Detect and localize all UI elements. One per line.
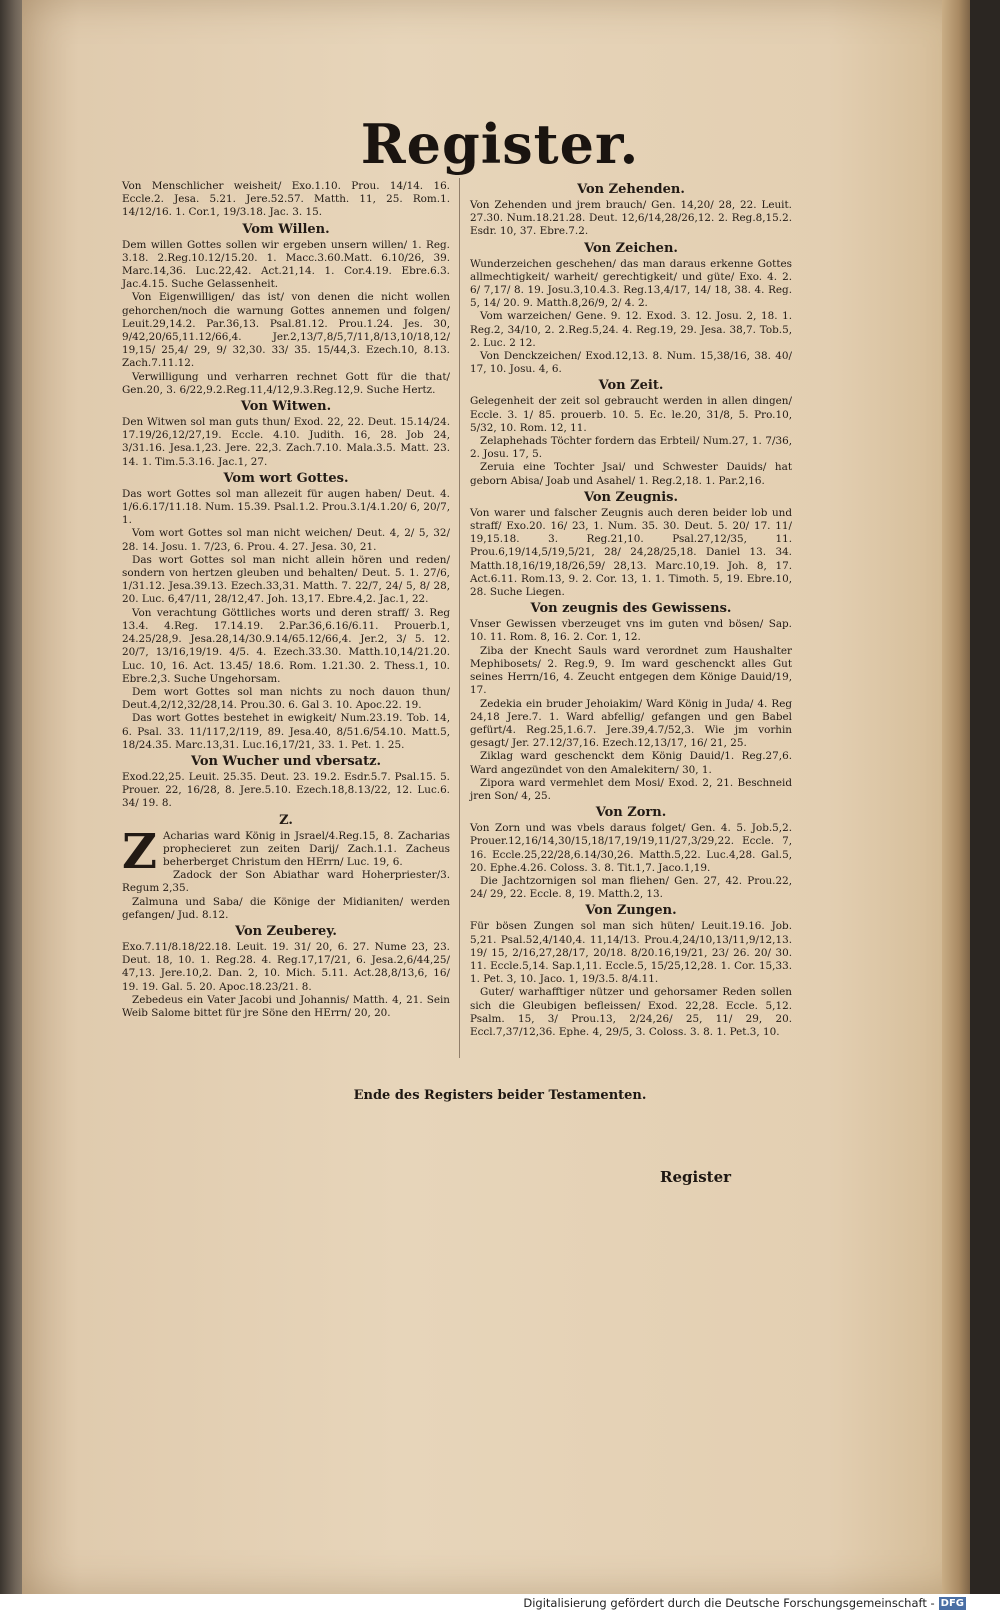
- register-entry: Wunderzeichen geschehen/ das man daraus erkenne Gottes allmechtigkeit/ warheit/ gerechtigkeit/ und güte/ Exo. 4. 2. 6/ 7,17/ 8. 19. Josu.3,10.4.3. Reg.13,4/17, 14/ 18, 38. 4. Reg. 5, 14/ 20. 9. Matth.8,26/9, 2/ 4. 2.: [470, 257, 792, 310]
- register-entry: Von Menschlicher weisheit/ Exo.1.10. Prou. 14/14. 16. Eccle.2. Jesa. 5.21. Jere.52.57. Matth. 11, 25. Rom.1. 14/12/16. 1. Cor.1, 19/3.18. Jac. 3. 15.: [122, 180, 450, 219]
- register-entry: Von warer und falscher Zeugnis auch deren beider lob und straff/ Exo.20. 16/ 23, 1. Num. 35. 30. Deut. 5. 20/ 17. 11/ 19,15.18. 3. Reg.21,10. Psal.27,12/35, 11. Prou.6,19/14,5/19,5/21, 28/ 24,28/25,18. Daniel 13. 34. Matth.18,16/19,18/26,59/ 28,13. Marc.10,19. Joh. 8, 17. Act.6.11. Rom.13, 9. 2. Cor. 13, 1. 1. Timoth. 5, 19. Ebre.10, 28. Suche Liegen.: [470, 506, 792, 599]
- register-entry: Ziba der Knecht Sauls ward verordnet zum Haushalter Mephibosets/ 2. Reg.9, 9. Im ward geschenckt alles Gut seines Herrn/16, 4. Zeucht entgegen dem Könige Dauid/19, 17.: [470, 644, 792, 697]
- section-heading: Von zeugnis des Gewissens.: [530, 601, 732, 617]
- register-entry: Von Zorn und was vbels daraus folget/ Gen. 4. 5. Job.5,2. Prouer.12,16/14,30/15,18/17,19/19,11/27,3/29,22. Eccle. 7, 16. Eccle.25,22/28,6.14/30,26. Matth.5,22. Luc.4,28. Gal.5, 20. Ephe.4.26. Coloss. 3. 8. Tit.1,7. Jaco.1,19.: [470, 822, 792, 874]
- section-heading: Vom Willen.: [242, 221, 330, 237]
- section-heading: Von Zeit.: [598, 378, 664, 394]
- section-heading: Von Zeichen.: [584, 240, 678, 256]
- register-entry: Vnser Gewissen vberzeuget vns im guten vnd bösen/ Sap. 10. 11. Rom. 8, 16. 2. Cor. 1, 12.: [470, 618, 792, 644]
- section-heading: Von Zorn.: [595, 805, 667, 821]
- register-entry: Das wort Gottes sol man nicht allein hören und reden/ sondern von hertzen gleuben und behalten/ Deut. 5. 1. 27/6, 1/31.12. Jesa.39.13. Ezech.33,31. Matth. 7. 22/7, 24/ 5, 8/ 28, 20. Luc. 6,47/11, 28/12,47. Joh. 13,17. Ebre.4,2. Jac.1, 22.: [122, 553, 450, 606]
- register-entry: Von verachtung Göttliches worts und deren straff/ 3. Reg 13.4. 4.Reg. 17.14.19. 2.Par.36,6.16/6.11. Prouerb.1, 24.25/28,9. Jesa.28,14/30.9.14/65.12/66,4. Jer.2, 3/ 5. 12. 20/7, 13/16,19/19. 4/5. 4. Ezech.33.30. Matth.10,14/21.20. Luc. 10, 16. Act. 13.45/ 18.6. Rom. 1.21.30. 2. Thess.1, 10. Ebre.2,3. Suche Ungehorsam.: [122, 606, 450, 685]
- section-heading: Von Zeuberey.: [235, 923, 337, 939]
- right-column: [470, 180, 792, 1039]
- footer-credit: [523, 1594, 966, 1612]
- register-entry: Zalmuna und Saba/ die Könige der Midianiten/ werden gefangen/ Jud. 8.12.: [122, 895, 450, 921]
- register-entry: Zelaphehads Töchter fordern das Erbteil/ Num.27, 1. 7/36, 2. Josu. 17, 5.: [470, 435, 792, 461]
- register-entry: Zadock der Son Abiathar ward Hoherpriester/3. Regum 2,35.: [122, 869, 450, 895]
- register-entry: Das wort Gottes bestehet in ewigkeit/ Num.23.19. Tob. 14, 6. Psal. 33. 11/117,2/119, 89. Jesa.40, 8/51.6/54.10. Matt.5, 18/24.35. Marc.13,31. Luc.16,17/21, 33. 1. Pet. 1. 25.: [122, 712, 450, 751]
- register-entry: Das wort Gottes sol man allezeit für augen haben/ Deut. 4. 1/6.6.17/11.18. Num. 15.39. Psal.1.2. Prou.3.1/4.1.20/ 6, 20/7, 1.: [122, 487, 450, 527]
- register-entry: Von Eigenwilligen/ das ist/ von denen die nicht wollen gehorchen/noch die warnung Gottes annemen und folgen/ Leuit.29,14.2. Par.36,13. Psal.81.12. Prou.1.24. Jes. 30, 9/42,20/65,11.12/66,4. Jer.2,13/7,8/5,7/11,8/13,10/18,12/ 19,15/ 25,4/ 29, 9/ 32,30. 33/ 35. 15/44,3. Ezech.10, 8.13. Zach.7.11.12.: [122, 291, 450, 370]
- section-heading: Vom wort Gottes.: [223, 470, 349, 486]
- register-entry: Für bösen Zungen sol man sich hüten/ Leuit.19.16. Job. 5,21. Psal.52,4/140,4. 11,14/13. Prou.4,24/10,13/11,9/12,13. 19/ 15, 2/16,27,28/17, 20/18. 8/20.16,19/21, 23/ 26. 20/ 30. 11. Eccle.5,14. Sap.1,11. Eccle.5, 15/25,12,28. 1. Cor. 15,33. 1. Pet. 3, 10. Jaco. 1, 19/3.5. 8/4.11.: [470, 920, 792, 986]
- register-entry: Ziklag ward geschenckt dem König Dauid/1. Reg.27,6. Ward angezündet von den Amalekitern/ 30, 1.: [470, 750, 792, 776]
- left-column: [122, 180, 450, 1020]
- register-entry-text: Acharias ward König in Jsrael/4.Reg.15, 8. Zacharias prophecieret zun zeiten Darij/ Zach.1.1. Zacheus beherberget Christum den HErrn/ Luc. 19, 6.: [163, 829, 450, 868]
- register-entry: Zeruia eine Tochter Jsai/ und Schwester Dauids/ hat geborn Abisa/ Joab und Asahel/ 1. Reg.2,18. 1. Par.2,16.: [470, 461, 792, 487]
- dfg-logo: DFG: [940, 1598, 964, 1609]
- end-of-register-line: Ende des Registers beider Testamenten.: [353, 1088, 647, 1103]
- register-entry: Den Witwen sol man guts thun/ Exod. 22, 22. Deut. 15.14/24. 17.19/26,12/27,19. Eccle. 4.10. Judith. 16, 28. Job 24, 3/31.16. Jesa.1,23. Jere. 22,3. Zach.7.10. Mala.3.5. Matt. 23. 14. 1. Tim.5.3.16. Jac.1, 27.: [122, 416, 450, 468]
- footer-text: Digitalisierung gefördert durch die Deutsche Forschungsgemeinschaft -: [523, 1596, 935, 1610]
- section-heading: Von Zungen.: [585, 903, 677, 919]
- register-entry: Verwilligung und verharren rechnet Gott für die that/ Gen.20, 3. 6/22,9.2.Reg.11,4/12,9.3.Reg.12,9. Suche Hertz.: [122, 370, 450, 396]
- register-entry: Zedekia ein bruder Jehoiakim/ Ward König in Juda/ 4. Reg 24,18 Jere.7. 1. Ward abfellig/ gefangen und gen Babel gefürt/4. Reg.25,1.6.7. Jere.39,4.7/52,3. Wie jm vorhin gesagt/ Jer. 27.12/37,16. Ezech.12,13/17, 16/ 21, 25.: [470, 697, 792, 750]
- section-heading: Von Zeugnis.: [583, 489, 679, 505]
- page-edge: [942, 0, 970, 1594]
- register-entry: Zipora ward vermehlet dem Mosi/ Exod. 2, 21. Beschneid jren Son/ 4, 25.: [470, 776, 792, 802]
- register-entry: Vom warzeichen/ Gene. 9. 12. Exod. 3. 12. Josu. 2, 18. 1. Reg.2, 34/10, 2. 2.Reg.5,24. 4. Reg.19, 29. Jesa. 38,7. Tob.5, 2. Luc. 2 12.: [470, 310, 792, 349]
- register-entry: [122, 823, 450, 880]
- section-heading: Von Zehenden.: [577, 182, 685, 197]
- register-entry: Von Denckzeichen/ Exod.12,13. 8. Num. 15,38/16, 38. 40/ 17, 10. Josu. 4, 6.: [470, 350, 792, 376]
- register-entry: Gelegenheit der zeit sol gebraucht werden in allen dingen/ Eccle. 3. 1/ 85. prouerb. 10. 5. Ec. le.20, 31/8, 5. Pro.10, 5/32, 10. Rom. 12, 11.: [470, 395, 792, 434]
- column-divider: [459, 178, 460, 1058]
- register-entry: Dem willen Gottes sollen wir ergeben unsern willen/ 1. Reg. 3.18. 2.Reg.10.12/15.20. 1. Macc.3.60.Matt. 6.10/26, 39. Marc.14,36. Luc.22,42. Act.21,14. 1. Cor.4.19. Ebre.6.3. Jac.4.15. Suche Gelassenheit.: [122, 238, 450, 291]
- decorated-initial: Z: [122, 823, 158, 880]
- register-entry: Dem wort Gottes sol man nichts zu noch dauon thun/ Deut.4,2/12,32/28,14. Prou.30. 6. Gal 3. 10. Apoc.22. 19.: [122, 685, 450, 712]
- section-heading: Von Witwen.: [240, 399, 332, 415]
- register-entry: Zebedeus ein Vater Jacobi und Johannis/ Matth. 4, 21. Sein Weib Salome bittet für jre Söne den HErrn/ 20, 20.: [122, 993, 450, 1019]
- register-entry: Vom wort Gottes sol man nicht weichen/ Deut. 4, 2/ 5, 32/ 28. 14. Josu. 1. 7/23, 6. Prou. 4. 27. Jesa. 30, 21.: [122, 527, 450, 553]
- register-entry: Exod.22,25. Leuit. 25.35. Deut. 23. 19.2. Esdr.5.7. Psal.15. 5. Prouer. 22, 16/28, 8. Jere.5.10. Ezech.18,8.13/22, 12. Luc.6. 34/ 19. 8.: [122, 770, 450, 810]
- register-entry: Die Jachtzornigen sol man fliehen/ Gen. 27, 42. Prou.22, 24/ 29, 22. Eccle. 8, 19. Matth.2, 13.: [470, 874, 792, 901]
- catchword: Register: [660, 1168, 732, 1186]
- section-heading: Von Wucher und vbersatz.: [190, 753, 382, 769]
- register-entry: Exo.7.11/8.18/22.18. Leuit. 19. 31/ 20, 6. 27. Nume 23, 23. Deut. 18, 10. 1. Reg.28. 4. Reg.17,17/21, 6. Jesa.2,6/44,25/ 47,13. Jere.10,2. Dan. 2, 10. Mich. 5.11. Act.28,8/13,6, 16/ 19. 19. Gal. 5. 20. Apoc.18.23/21. 8.: [122, 940, 450, 993]
- register-entry: Guter/ warhafftiger nützer und gehorsamer Reden sollen sich die Gleubigen befleissen/ Exod. 22,28. Eccle. 5,12. Psalm. 15, 3/ Prou.13, 2/24,26/ 25, 11/ 29, 20. Eccl.7,37/12,36. Ephe. 4, 29/5, 3. Coloss. 3. 8. 1. Pet.3, 10.: [470, 986, 792, 1038]
- register-entry: Von Zehenden und jrem brauch/ Gen. 14,20/ 28, 22. Leuit. 27.30. Num.18.21.28. Deut. 12,6/14,28/26,12. 2. Reg.8,15.2. Esdr. 10, 37. Ebre.7.2.: [470, 199, 792, 238]
- section-heading: Z.: [279, 812, 293, 828]
- page-title: Register.: [360, 112, 640, 176]
